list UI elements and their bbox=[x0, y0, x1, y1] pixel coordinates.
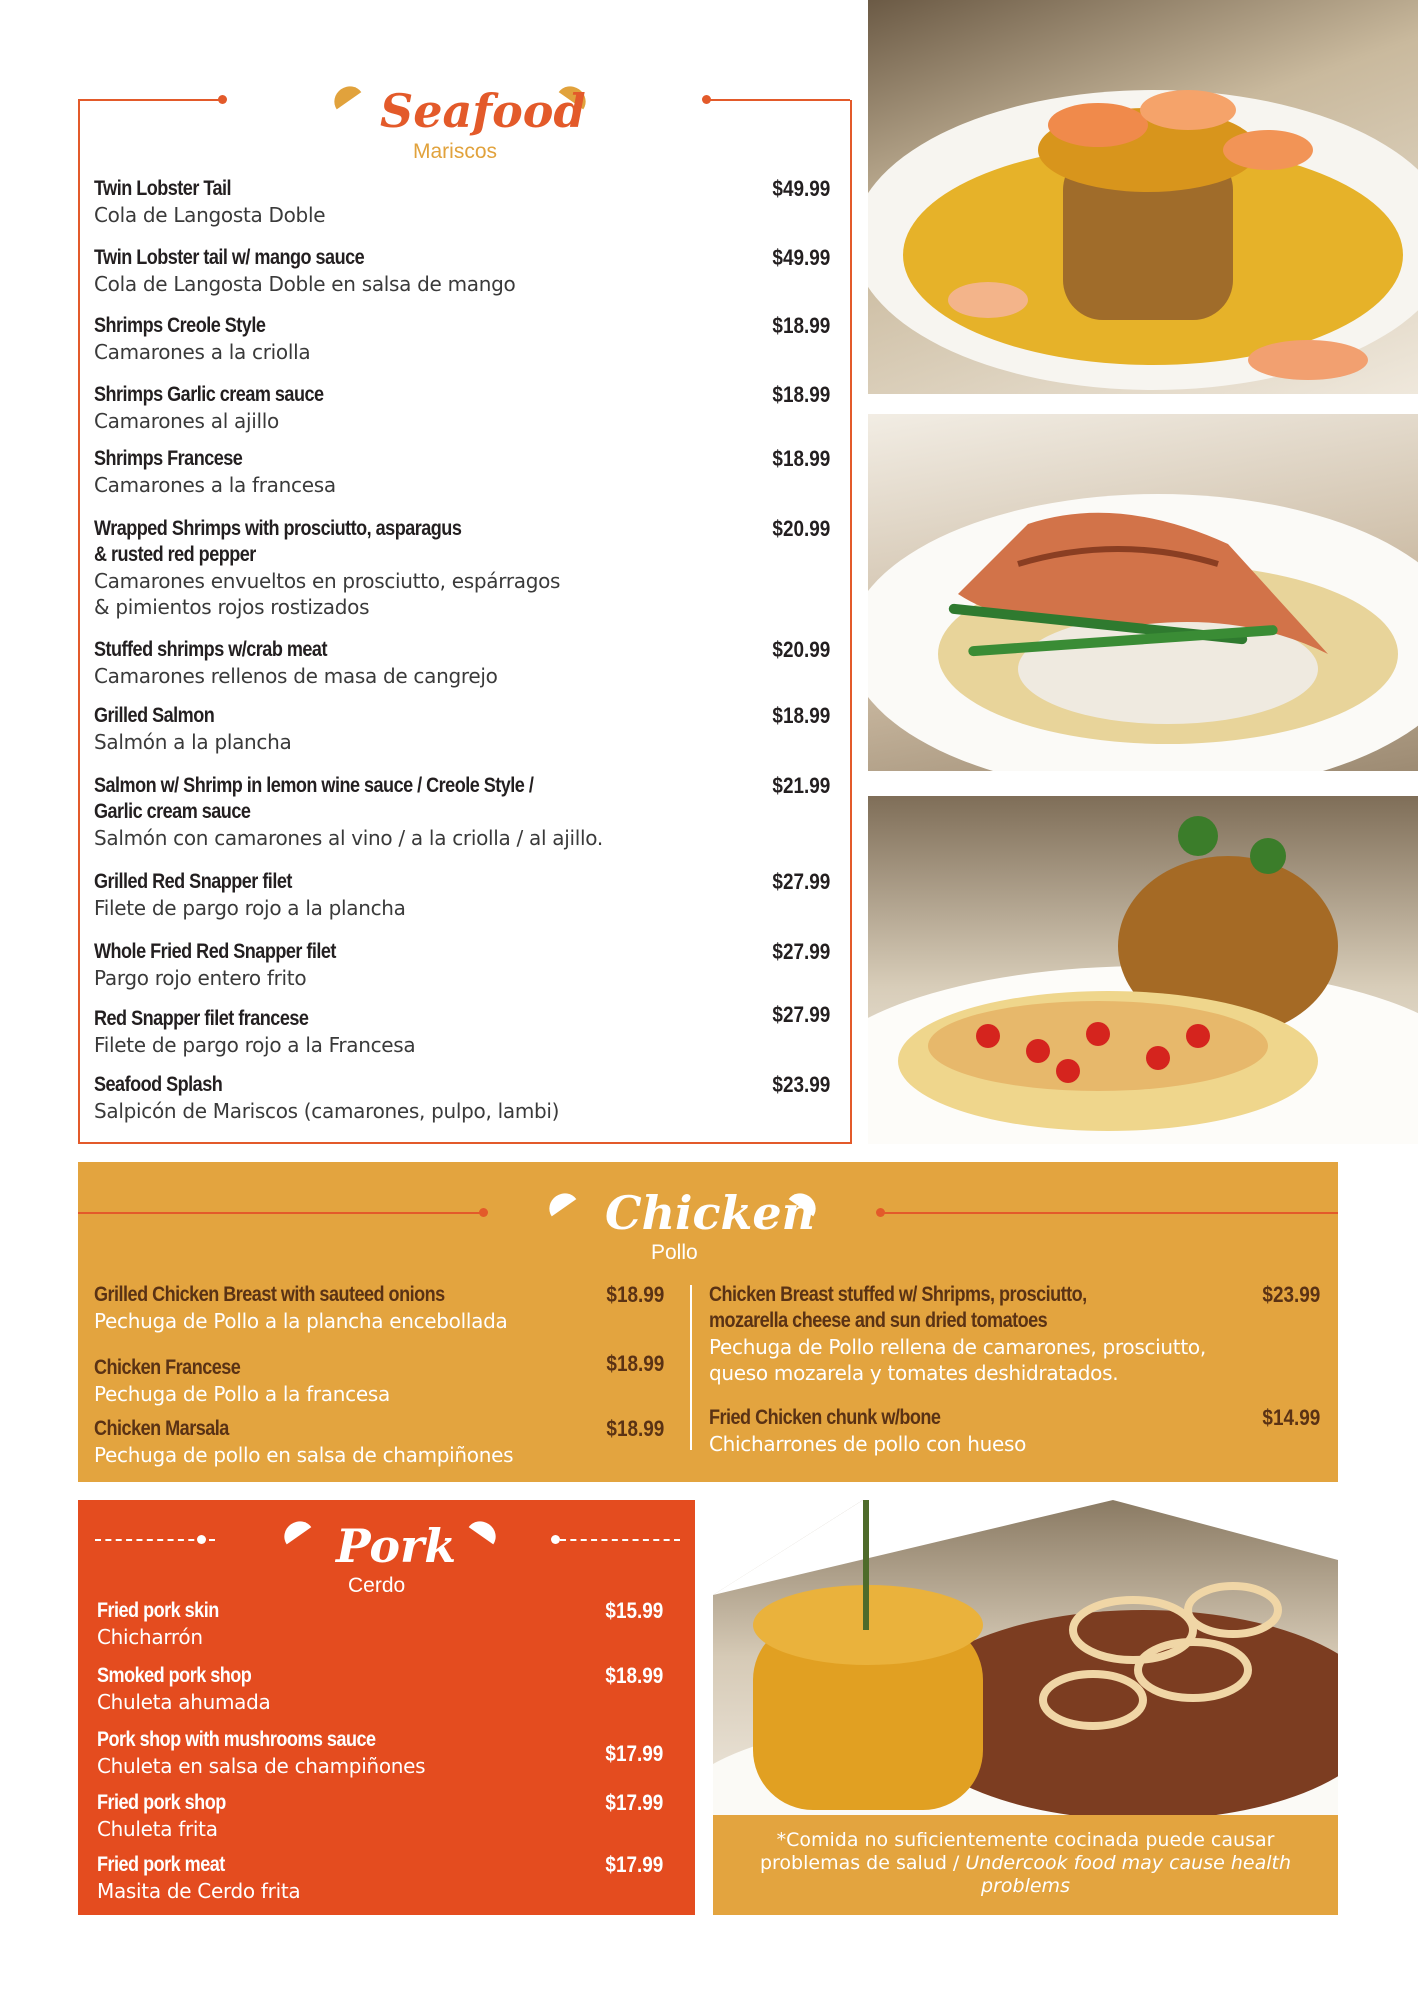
item-price: $18.99 bbox=[606, 1282, 664, 1307]
item-desc: Camarones a la francesa bbox=[94, 473, 336, 497]
pork-rule-dot-right bbox=[551, 1535, 560, 1544]
shrimp-mofongo-photo bbox=[868, 0, 1418, 394]
item-price: $18.99 bbox=[772, 703, 830, 728]
menu-item bbox=[94, 176, 830, 228]
item-desc: Filete de pargo rojo a la Francesa bbox=[94, 1033, 416, 1057]
item-desc-line2: & pimientos rojos rostizados bbox=[94, 595, 370, 619]
menu-item bbox=[94, 313, 830, 365]
menu-item bbox=[709, 1405, 1320, 1457]
snapper-photo bbox=[868, 796, 1418, 1144]
item-price: $15.99 bbox=[605, 1598, 663, 1623]
menu-item bbox=[94, 1282, 664, 1334]
item-desc: Pechuga de Pollo a la francesa bbox=[94, 1382, 390, 1406]
item-price: $20.99 bbox=[772, 637, 830, 662]
health-note-panel bbox=[713, 1815, 1338, 1915]
item-name: Chicken Marsala bbox=[94, 1417, 229, 1440]
item-desc: Salmón con camarones al vino / a la criolla / al ajillo. bbox=[94, 826, 603, 850]
item-price: $18.99 bbox=[772, 382, 830, 407]
item-price: $17.99 bbox=[605, 1790, 663, 1815]
item-name: Wrapped Shrimps with prosciutto, asparagus bbox=[94, 517, 462, 540]
menu-item bbox=[97, 1727, 663, 1779]
item-name-line2: mozarella cheese and sun dried tomatoes bbox=[709, 1309, 1048, 1332]
chicken-title: Chicken bbox=[605, 1186, 816, 1240]
menu-item bbox=[94, 703, 830, 755]
menu-item bbox=[97, 1852, 663, 1904]
item-price: $27.99 bbox=[772, 869, 830, 894]
chicken-column-divider bbox=[690, 1285, 692, 1450]
item-price: $49.99 bbox=[772, 245, 830, 270]
menu-item bbox=[97, 1790, 663, 1842]
item-name: Twin Lobster Tail bbox=[94, 177, 232, 200]
item-name: Fried pork skin bbox=[97, 1599, 219, 1622]
item-name: Pork shop with mushrooms sauce bbox=[97, 1728, 376, 1751]
item-name: Grilled Chicken Breast with sauteed onions bbox=[94, 1283, 445, 1306]
pork-chop-photo bbox=[713, 1500, 1338, 1815]
item-desc: Filete de pargo rojo a la plancha bbox=[94, 896, 406, 920]
item-name: Grilled Salmon bbox=[94, 704, 215, 727]
item-desc: Salmón a la plancha bbox=[94, 730, 292, 754]
item-price: $27.99 bbox=[772, 939, 830, 964]
menu-item bbox=[94, 446, 830, 498]
item-name: Red Snapper filet francese bbox=[94, 1007, 309, 1030]
chicken-rule-right bbox=[880, 1212, 1338, 1214]
pork-rule-dot-left bbox=[197, 1535, 206, 1544]
item-desc: Pargo rojo entero frito bbox=[94, 966, 307, 990]
item-desc: Camarones a la criolla bbox=[94, 340, 311, 364]
item-desc: Pechuga de pollo en salsa de champiñones bbox=[94, 1443, 514, 1467]
menu-item bbox=[94, 516, 830, 620]
seafood-rule-dot-left bbox=[218, 95, 227, 104]
item-name: Grilled Red Snapper filet bbox=[94, 870, 292, 893]
item-desc: Chuleta en salsa de champiñones bbox=[97, 1754, 426, 1778]
chicken-rule-dot-left bbox=[479, 1208, 488, 1217]
item-name: Fried pork meat bbox=[97, 1853, 225, 1876]
item-desc-line2: queso mozarela y tomates deshidratados. bbox=[709, 1361, 1119, 1385]
item-name-line2: Garlic cream sauce bbox=[94, 800, 251, 823]
item-price: $18.99 bbox=[606, 1416, 664, 1441]
item-price: $20.99 bbox=[772, 516, 830, 541]
health-note-english: Undercook food may cause health bbox=[965, 1852, 1292, 1874]
health-note-line1: *Comida no suficientemente cocinada puede causar bbox=[776, 1829, 1275, 1851]
item-desc: Salpicón de Mariscos (camarones, pulpo, lambi) bbox=[94, 1099, 560, 1123]
item-price: $27.99 bbox=[772, 1002, 830, 1027]
item-name: Stuffed shrimps w/crab meat bbox=[94, 638, 327, 661]
pork-title: Pork bbox=[336, 1519, 457, 1573]
item-desc: Camarones envueltos en prosciutto, espárragos bbox=[94, 569, 561, 593]
menu-item bbox=[94, 1416, 664, 1468]
salmon-photo bbox=[868, 414, 1418, 771]
chicken-rule-left bbox=[78, 1212, 483, 1214]
item-price: $18.99 bbox=[772, 446, 830, 471]
health-note bbox=[713, 1829, 1338, 1898]
item-name: Chicken Francese bbox=[94, 1356, 241, 1379]
item-price: $17.99 bbox=[605, 1741, 663, 1766]
pork-rule-right bbox=[560, 1539, 680, 1541]
item-desc: Chicharrón bbox=[97, 1625, 203, 1649]
item-name: Smoked pork shop bbox=[97, 1664, 252, 1687]
item-name: Fried pork shop bbox=[97, 1791, 226, 1814]
menu-item bbox=[94, 869, 830, 921]
item-price: $21.99 bbox=[772, 773, 830, 798]
item-desc: Camarones al ajillo bbox=[94, 409, 279, 433]
item-desc: Cola de Langosta Doble bbox=[94, 203, 326, 227]
item-name: Seafood Splash bbox=[94, 1073, 223, 1096]
item-desc: Pechuga de Pollo a la plancha encebollada bbox=[94, 1309, 508, 1333]
menu-item bbox=[709, 1282, 1320, 1386]
seafood-top-rule-right bbox=[706, 99, 850, 101]
seafood-top-rule-left bbox=[78, 99, 222, 101]
item-price: $17.99 bbox=[605, 1852, 663, 1877]
chicken-subtitle: Pollo bbox=[651, 1241, 698, 1264]
item-desc: Masita de Cerdo frita bbox=[97, 1879, 301, 1903]
menu-item bbox=[94, 939, 830, 991]
item-name-line2: & rusted red pepper bbox=[94, 543, 256, 566]
item-desc: Camarones rellenos de masa de cangrejo bbox=[94, 664, 498, 688]
menu-item bbox=[94, 1002, 830, 1058]
health-note-line2 bbox=[713, 1852, 1338, 1875]
item-name: Shrimps Francese bbox=[94, 447, 243, 470]
item-name: Salmon w/ Shrimp in lemon wine sauce / Creole Style / bbox=[94, 774, 534, 797]
item-name: Fried Chicken chunk w/bone bbox=[709, 1406, 941, 1429]
menu-item bbox=[97, 1663, 663, 1715]
menu-item bbox=[94, 382, 830, 434]
item-price: $49.99 bbox=[772, 176, 830, 201]
item-price: $23.99 bbox=[1262, 1282, 1320, 1307]
item-desc: Chuleta ahumada bbox=[97, 1690, 271, 1714]
item-price: $18.99 bbox=[772, 313, 830, 338]
item-desc: Cola de Langosta Doble en salsa de mango bbox=[94, 272, 516, 296]
seafood-title: Seafood bbox=[380, 84, 586, 138]
item-name: Twin Lobster tail w/ mango sauce bbox=[94, 246, 365, 269]
item-name: Shrimps Garlic cream sauce bbox=[94, 383, 324, 406]
item-name: Shrimps Creole Style bbox=[94, 314, 266, 337]
seafood-subtitle: Mariscos bbox=[413, 140, 498, 163]
item-price: $18.99 bbox=[605, 1663, 663, 1688]
item-price: $14.99 bbox=[1262, 1405, 1320, 1430]
item-desc: Chuleta frita bbox=[97, 1817, 218, 1841]
item-desc: Pechuga de Pollo rellena de camarones, prosciutto, bbox=[709, 1335, 1206, 1359]
menu-item bbox=[94, 637, 830, 689]
menu-item bbox=[94, 1072, 830, 1124]
menu-item bbox=[94, 1351, 664, 1407]
health-note-spanish: problemas de salud / bbox=[759, 1852, 966, 1874]
item-price: $18.99 bbox=[606, 1351, 664, 1376]
menu-item bbox=[97, 1598, 663, 1650]
item-name: Whole Fried Red Snapper filet bbox=[94, 940, 336, 963]
menu-item bbox=[94, 245, 830, 297]
item-price: $23.99 bbox=[772, 1072, 830, 1097]
item-name: Chicken Breast stuffed w/ Shripms, prosciutto, bbox=[709, 1283, 1087, 1306]
health-note-line3: problems bbox=[981, 1875, 1070, 1897]
menu-item bbox=[94, 773, 830, 851]
item-desc: Chicharrones de pollo con hueso bbox=[709, 1432, 1027, 1456]
pork-subtitle: Cerdo bbox=[348, 1574, 406, 1597]
